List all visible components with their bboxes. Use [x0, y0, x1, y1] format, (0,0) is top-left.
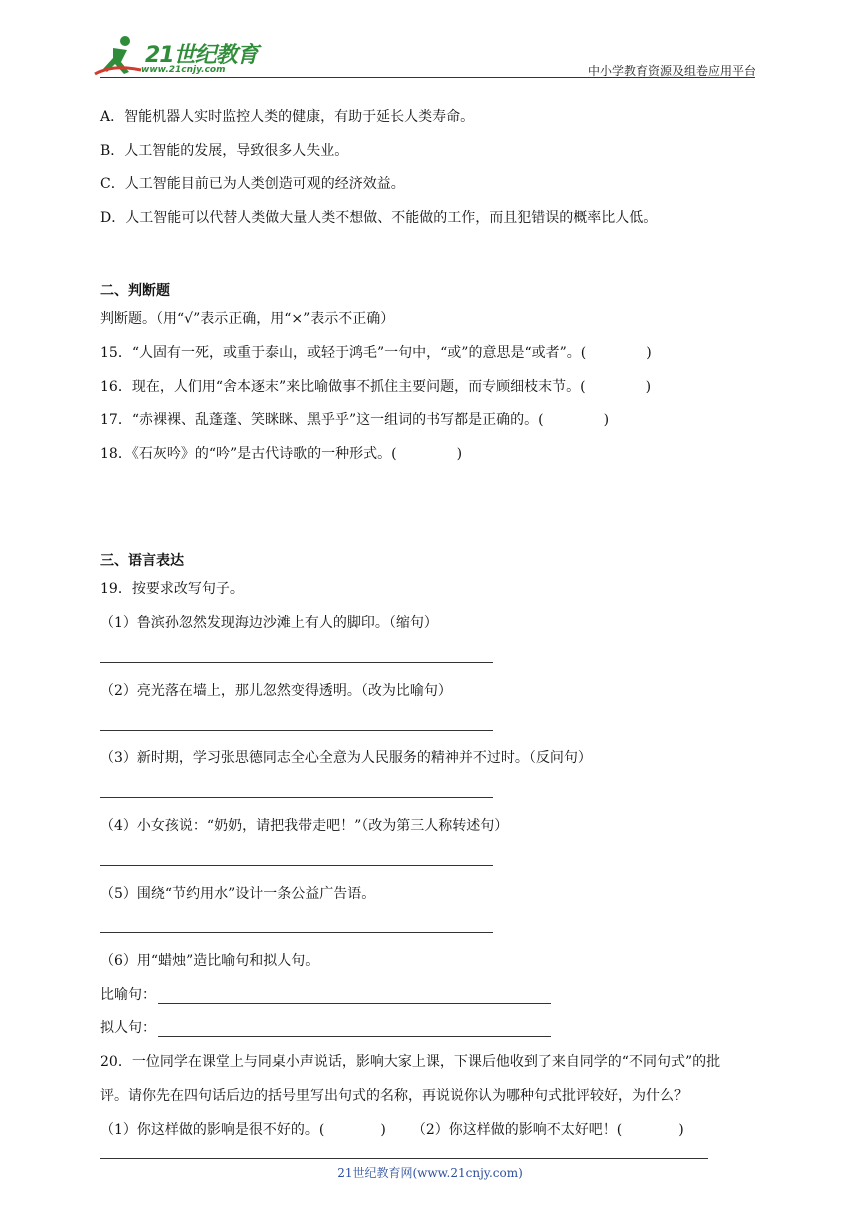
- sub-question-4: （4）小女孩说：“奶奶，请把我带走吧！”（改为第三人称转述句）: [100, 818, 509, 834]
- question-18: 18．《石灰吟》的“吟”是古代诗歌的一种形式。( ): [100, 446, 463, 462]
- logo: [93, 32, 273, 80]
- answer-line-4[interactable]: [100, 865, 493, 866]
- answer-line-3[interactable]: [100, 797, 493, 798]
- sub-question-5: （5）围绕“节约用水”设计一条公益广告语。: [100, 886, 376, 902]
- option-c: C．人工智能目前已为人类创造可观的经济效益。: [100, 176, 405, 192]
- answer-line-1[interactable]: [100, 662, 493, 663]
- personification-row: 拟人句：: [100, 1019, 551, 1037]
- answer-line-2[interactable]: [100, 730, 493, 731]
- logo-url: www.21cnjy.com: [141, 65, 226, 75]
- question-15: 15．“人固有一死，或重于泰山，或轻于鸿毛”一句中，“或”的意思是“或者”。( ): [100, 345, 652, 361]
- simile-answer-line[interactable]: [158, 989, 551, 1004]
- question-20-line-2: 评。请你先在四句话后边的括号里写出句式的名称，再说说你认为哪种句式批评较好，为什么？: [100, 1088, 688, 1104]
- section-title-expression: 三、语言表达: [100, 553, 184, 569]
- section-title-judgement: 二、判断题: [100, 283, 170, 299]
- question-20-options: （1）你这样做的影响是很不好的。( ) （2）你这样做的影响不太好吧！( ): [100, 1122, 684, 1138]
- judgement-instruction: 判断题。（用“√”表示正确，用“×”表示不正确）: [100, 311, 395, 327]
- question-16: 16．现在，人们用“舍本逐末”来比喻做事不抓住主要问题，而专顾细枝末节。( ): [100, 379, 652, 395]
- footer-text: 21世纪教育网(www.21cnjy.com): [337, 1166, 523, 1180]
- option-a: A．智能机器人实时监控人类的健康，有助于延长人类寿命。: [100, 109, 475, 125]
- header-divider: [100, 77, 755, 78]
- question-17: 17．“赤裸裸、乱蓬蓬、笑眯眯、黑乎乎”这一组词的书写都是正确的。( ): [100, 412, 610, 428]
- logo-text: 21世纪教育: [145, 43, 258, 68]
- platform-name: 中小学教育资源及组卷应用平台: [587, 64, 756, 78]
- option-d: D．人工智能可以代替人类做大量人类不想做、不能做的工作，而且犯错误的概率比人低。: [100, 210, 658, 226]
- sub-question-6: （6）用“蜡烛”造比喻句和拟人句。: [100, 953, 320, 969]
- question-19: 19．按要求改写句子。: [100, 581, 244, 597]
- footer-divider: [100, 1158, 708, 1159]
- question-20-line-1: 20．一位同学在课堂上与同桌小声说话，影响大家上课，下课后他收到了来自同学的“不同句式”的批: [100, 1054, 721, 1070]
- sub-question-2: （2）亮光落在墙上，那儿忽然变得透明。（改为比喻句）: [100, 683, 452, 699]
- sub-question-1: （1）鲁滨孙忽然发现海边沙滩上有人的脚印。（缩句）: [100, 615, 438, 631]
- answer-line-5[interactable]: [100, 932, 493, 933]
- simile-row: 比喻句：: [100, 986, 551, 1004]
- personification-answer-line[interactable]: [158, 1022, 551, 1037]
- sub-question-3: （3）新时期，学习张思德同志全心全意为人民服务的精神并不过时。（反问句）: [100, 750, 592, 766]
- running-figure-icon: [93, 34, 143, 78]
- option-b: B．人工智能的发展，导致很多人失业。: [100, 143, 349, 159]
